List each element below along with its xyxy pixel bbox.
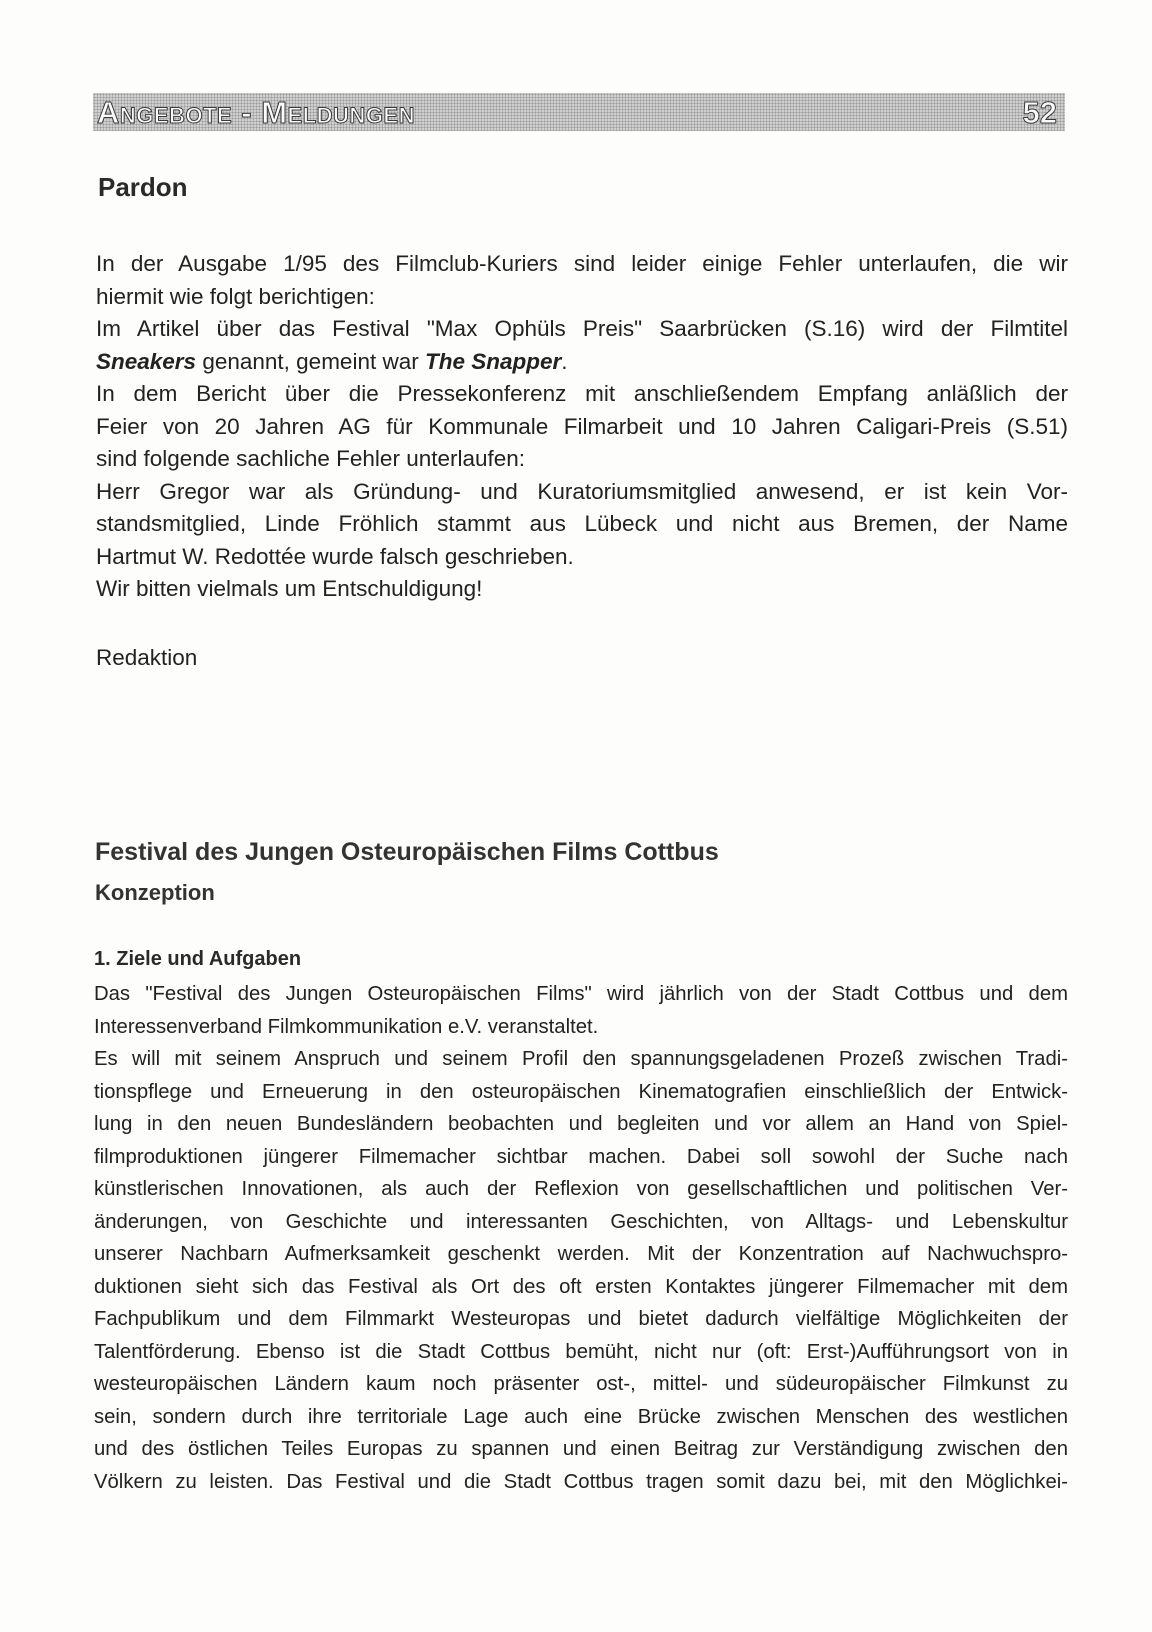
- pardon-signature: Redaktion: [96, 645, 198, 670]
- pardon-line: standsmitglied, Linde Fröhlich stammt aus Lübeck und nicht aus Bremen, der Name: [96, 511, 1068, 536]
- festival-line: Fachpublikum und dem Filmmarkt Westeuropas und bietet dadurch vielfältige Möglichkeiten der: [94, 1308, 1068, 1330]
- pardon-line: Feier von 20 Jahren AG für Kommunale Filmarbeit und 10 Jahren Caligari-Preis (S.51): [96, 413, 1068, 439]
- pardon-line: Im Artikel über das Festival "Max Ophüls Preis" Saarbrücken (S.16) wird der Filmtitel: [96, 316, 1068, 341]
- festival-line: unserer Nachbarn Aufmerksamkeit geschenkt werden. Mit der Konzentration auf Nachwuchspro-: [94, 1243, 1068, 1265]
- festival-heading: Festival des Jungen Osteuropäischen Films Cottbus: [95, 838, 719, 866]
- pardon-line-text: genannt, gemeint war: [196, 348, 425, 374]
- festival-line: duktionen sieht sich das Festival als Ort des oft ersten Kontaktes jüngerer Filmemacher mit dem: [94, 1275, 1068, 1298]
- pardon-line: Hartmut W. Redottée wurde falsch geschrieben.: [96, 543, 574, 569]
- pardon-line: hiermit wie folgt berichtigen:: [96, 283, 375, 309]
- festival-line: Es will mit seinem Anspruch und seinem Profil den spannungsgeladenen Prozeß zwischen Tradi-: [94, 1048, 1068, 1070]
- page-number: 52: [1022, 95, 1057, 130]
- festival-line: tionspflege und Erneuerung in den osteuropäischen Kinematografien einschließlich der Entwick-: [94, 1080, 1068, 1103]
- festival-line: filmproduktionen jüngerer Filmemacher sichtbar machen. Dabei soll sowohl der Suche nach: [94, 1145, 1068, 1168]
- festival-line: lung in den neuen Bundesländern beobachten und begleiten und vor allem an Hand von Spiel-: [94, 1113, 1068, 1135]
- festival-line: sein, sondern durch ihre territoriale Lage auch eine Brücke zwischen Menschen des westlichen: [94, 1405, 1068, 1428]
- pardon-body: [96, 248, 1068, 606]
- pardon-line: sind folgende sachliche Fehler unterlaufen:: [96, 446, 526, 471]
- section-header-title: Angebote - Meldungen: [97, 95, 415, 130]
- section-heading: 1. Ziele und Aufgaben: [94, 948, 302, 970]
- festival-line: Das "Festival des Jungen Osteuropäischen Films" wird jährlich von der Stadt Cottbus und dem: [94, 983, 1068, 1005]
- pardon-heading: Pardon: [98, 172, 188, 202]
- festival-line: änderungen, von Geschichte und interessanten Geschichten, von Alltags- und Lebenskultur: [94, 1210, 1068, 1233]
- festival-line: westeuropäischen Ländern kaum noch präsenter ost-, mittel- und südeuropäischer Filmkunst zu: [94, 1373, 1068, 1395]
- film-title-correct: The Snapper: [424, 348, 562, 374]
- pardon-line: In der Ausgabe 1/95 des Filmclub-Kuriers sind leider einige Fehler unterlaufen, die wir: [96, 251, 1068, 276]
- pardon-line-text: .: [561, 348, 568, 374]
- festival-line: Interessenverband Filmkommunikation e.V. veranstaltet.: [94, 1015, 599, 1038]
- pardon-line-films: [96, 346, 1068, 379]
- festival-line: Völkern zu leisten. Das Festival und die Stadt Cottbus tragen somit dazu bei, mit den Möglichkei-: [94, 1470, 1068, 1493]
- film-title-wrong: Sneakers: [96, 348, 197, 374]
- festival-body: [94, 978, 1068, 1498]
- pardon-line: Wir bitten vielmals um Entschuldigung!: [96, 576, 483, 601]
- pardon-line: Herr Gregor war als Gründung- und Kuratoriumsmitglied anwesend, er ist kein Vor-: [96, 478, 1068, 504]
- festival-line: künstlerischen Innovationen, als auch der Reflexion von gesellschaftlichen und politischen Ver-: [94, 1178, 1068, 1200]
- festival-subheading: Konzeption: [95, 880, 215, 905]
- festival-line: und des östlichen Teiles Europas zu spannen und einen Beitrag zur Verständigung zwischen den: [94, 1438, 1068, 1460]
- section-header-bar: [93, 93, 1065, 131]
- festival-line: Talentförderung. Ebenso ist die Stadt Cottbus bemüht, nicht nur (oft: Erst-)Aufführungsort von in: [94, 1340, 1068, 1363]
- pardon-line: In dem Bericht über die Pressekonferenz mit anschließendem Empfang anläßlich der: [96, 381, 1068, 406]
